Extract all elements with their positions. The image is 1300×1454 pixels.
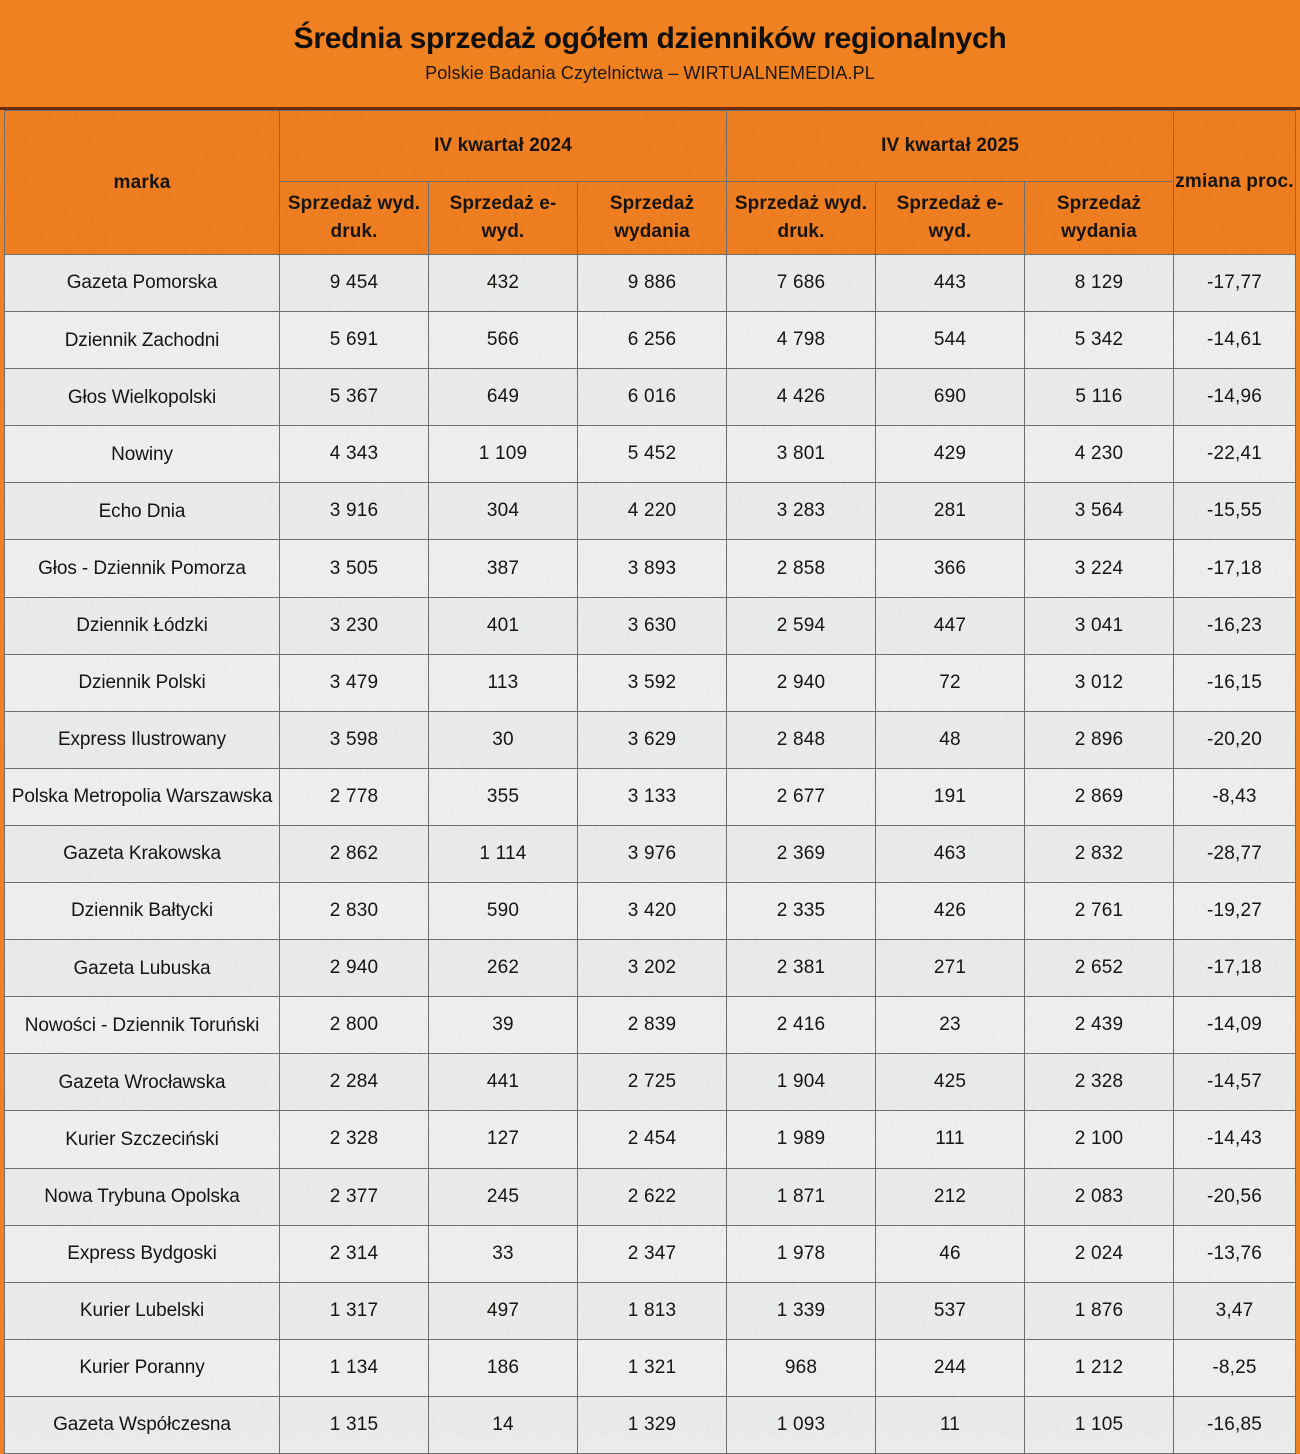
cell-2024-print: 1 315 <box>280 1396 429 1453</box>
cell-2024-total: 3 893 <box>578 540 727 597</box>
cell-2024-total: 1 329 <box>578 1396 727 1453</box>
cell-2025-print: 2 335 <box>727 883 876 940</box>
cell-change-percent: -16,85 <box>1174 1396 1296 1453</box>
cell-2024-print: 3 505 <box>280 540 429 597</box>
cell-2024-digital: 30 <box>429 711 578 768</box>
column-header-change: zmiana proc. <box>1174 111 1296 255</box>
cell-2025-print: 2 594 <box>727 597 876 654</box>
table-row <box>5 1111 1296 1168</box>
column-header-brand: marka <box>5 111 280 255</box>
cell-2024-print: 2 778 <box>280 768 429 825</box>
cell-2024-print: 3 916 <box>280 483 429 540</box>
cell-2024-print: 5 691 <box>280 312 429 369</box>
cell-2025-print: 1 904 <box>727 1054 876 1111</box>
table-row <box>5 540 1296 597</box>
cell-2025-total: 3 224 <box>1025 540 1174 597</box>
table-row <box>5 1225 1296 1282</box>
cell-2024-print: 2 284 <box>280 1054 429 1111</box>
cell-2025-total: 3 564 <box>1025 483 1174 540</box>
table-row <box>5 654 1296 711</box>
cell-change-percent: -20,56 <box>1174 1168 1296 1225</box>
cell-2024-print: 2 830 <box>280 883 429 940</box>
cell-2025-print: 2 858 <box>727 540 876 597</box>
cell-2025-digital: 447 <box>876 597 1025 654</box>
banner <box>0 0 1300 110</box>
cell-2024-digital: 387 <box>429 540 578 597</box>
table-row <box>5 369 1296 426</box>
cell-2024-digital: 566 <box>429 312 578 369</box>
cell-brand: Dziennik Bałtycki <box>5 883 280 940</box>
cell-brand: Głos - Dziennik Pomorza <box>5 540 280 597</box>
cell-2024-print: 2 940 <box>280 940 429 997</box>
cell-2025-digital: 11 <box>876 1396 1025 1453</box>
cell-2024-digital: 262 <box>429 940 578 997</box>
cell-brand: Polska Metropolia Warszawska <box>5 768 280 825</box>
cell-2024-print: 2 328 <box>280 1111 429 1168</box>
cell-2024-digital: 33 <box>429 1225 578 1282</box>
cell-change-percent: -14,43 <box>1174 1111 1296 1168</box>
cell-change-percent: -13,76 <box>1174 1225 1296 1282</box>
cell-2025-total: 1 212 <box>1025 1339 1174 1396</box>
cell-2024-digital: 1 114 <box>429 825 578 882</box>
cell-2025-digital: 271 <box>876 940 1025 997</box>
table-body <box>5 255 1296 1454</box>
table-row <box>5 825 1296 882</box>
cell-2025-print: 4 798 <box>727 312 876 369</box>
cell-2025-print: 2 677 <box>727 768 876 825</box>
cell-2025-digital: 46 <box>876 1225 1025 1282</box>
cell-brand: Gazeta Wrocławska <box>5 1054 280 1111</box>
table-row <box>5 1168 1296 1225</box>
cell-2025-total: 2 100 <box>1025 1111 1174 1168</box>
cell-2024-digital: 649 <box>429 369 578 426</box>
table-row <box>5 940 1296 997</box>
cell-2025-digital: 366 <box>876 540 1025 597</box>
cell-2024-total: 3 592 <box>578 654 727 711</box>
cell-2025-total: 2 439 <box>1025 997 1174 1054</box>
cell-2025-total: 2 896 <box>1025 711 1174 768</box>
table-row <box>5 768 1296 825</box>
cell-2025-digital: 463 <box>876 825 1025 882</box>
cell-brand: Kurier Poranny <box>5 1339 280 1396</box>
cell-2025-print: 1 989 <box>727 1111 876 1168</box>
column-group-2025: IV kwartał 2025 <box>727 111 1174 182</box>
page-subtitle: Polskie Badania Czytelnictwa – WIRTUALNEMEDIA.PL <box>425 63 875 84</box>
cell-2025-print: 1 871 <box>727 1168 876 1225</box>
cell-2025-print: 968 <box>727 1339 876 1396</box>
table-row <box>5 426 1296 483</box>
cell-2025-print: 2 848 <box>727 711 876 768</box>
cell-2024-total: 1 321 <box>578 1339 727 1396</box>
cell-change-percent: -17,77 <box>1174 255 1296 312</box>
table-row <box>5 1282 1296 1339</box>
cell-2024-total: 4 220 <box>578 483 727 540</box>
table-row <box>5 1054 1296 1111</box>
cell-2025-total: 3 041 <box>1025 597 1174 654</box>
cell-change-percent: -8,25 <box>1174 1339 1296 1396</box>
cell-2024-digital: 590 <box>429 883 578 940</box>
cell-2025-digital: 281 <box>876 483 1025 540</box>
cell-2024-total: 6 016 <box>578 369 727 426</box>
cell-2024-print: 2 314 <box>280 1225 429 1282</box>
column-group-2024: IV kwartał 2024 <box>280 111 727 182</box>
cell-change-percent: -16,15 <box>1174 654 1296 711</box>
cell-2024-digital: 1 109 <box>429 426 578 483</box>
cell-2024-print: 3 598 <box>280 711 429 768</box>
cell-brand: Nowa Trybuna Opolska <box>5 1168 280 1225</box>
cell-2024-total: 3 133 <box>578 768 727 825</box>
cell-2025-digital: 191 <box>876 768 1025 825</box>
cell-2025-digital: 544 <box>876 312 1025 369</box>
cell-2025-print: 4 426 <box>727 369 876 426</box>
cell-2024-print: 2 862 <box>280 825 429 882</box>
cell-2025-digital: 425 <box>876 1054 1025 1111</box>
cell-2024-digital: 441 <box>429 1054 578 1111</box>
cell-brand: Gazeta Pomorska <box>5 255 280 312</box>
cell-change-percent: -20,20 <box>1174 711 1296 768</box>
cell-change-percent: -14,57 <box>1174 1054 1296 1111</box>
cell-2025-digital: 429 <box>876 426 1025 483</box>
cell-brand: Dziennik Polski <box>5 654 280 711</box>
cell-2025-print: 3 283 <box>727 483 876 540</box>
cell-brand: Dziennik Zachodni <box>5 312 280 369</box>
cell-2025-total: 2 761 <box>1025 883 1174 940</box>
cell-2024-total: 6 256 <box>578 312 727 369</box>
cell-2024-digital: 127 <box>429 1111 578 1168</box>
cell-2024-digital: 497 <box>429 1282 578 1339</box>
cell-brand: Express Ilustrowany <box>5 711 280 768</box>
cell-2025-total: 2 832 <box>1025 825 1174 882</box>
table-row <box>5 255 1296 312</box>
cell-change-percent: -28,77 <box>1174 825 1296 882</box>
subcolumn-2024-print: Sprzedaż wyd. druk. <box>280 182 429 255</box>
cell-2025-digital: 72 <box>876 654 1025 711</box>
cell-brand: Dziennik Łódzki <box>5 597 280 654</box>
cell-2024-digital: 401 <box>429 597 578 654</box>
cell-change-percent: -8,43 <box>1174 768 1296 825</box>
cell-2025-digital: 426 <box>876 883 1025 940</box>
cell-2025-total: 1 105 <box>1025 1396 1174 1453</box>
cell-2025-total: 2 083 <box>1025 1168 1174 1225</box>
cell-2024-digital: 39 <box>429 997 578 1054</box>
cell-2025-print: 2 940 <box>727 654 876 711</box>
table-container <box>4 110 1296 1436</box>
cell-change-percent: 3,47 <box>1174 1282 1296 1339</box>
cell-brand: Gazeta Lubuska <box>5 940 280 997</box>
cell-2024-digital: 245 <box>429 1168 578 1225</box>
cell-2025-total: 3 012 <box>1025 654 1174 711</box>
cell-2024-total: 2 839 <box>578 997 727 1054</box>
table-head <box>5 111 1296 255</box>
cell-2024-total: 2 725 <box>578 1054 727 1111</box>
cell-2024-print: 4 343 <box>280 426 429 483</box>
cell-2024-total: 3 629 <box>578 711 727 768</box>
sales-table <box>4 110 1296 1454</box>
cell-brand: Nowiny <box>5 426 280 483</box>
cell-2024-digital: 14 <box>429 1396 578 1453</box>
cell-2025-total: 8 129 <box>1025 255 1174 312</box>
subcolumn-2024-total: Sprzedaż wydania <box>578 182 727 255</box>
cell-2024-print: 2 800 <box>280 997 429 1054</box>
cell-2024-print: 5 367 <box>280 369 429 426</box>
table-row <box>5 312 1296 369</box>
cell-2025-digital: 443 <box>876 255 1025 312</box>
cell-2025-print: 2 369 <box>727 825 876 882</box>
cell-2025-print: 3 801 <box>727 426 876 483</box>
subcolumn-2025-total: Sprzedaż wydania <box>1025 182 1174 255</box>
cell-change-percent: -14,61 <box>1174 312 1296 369</box>
cell-2025-total: 5 342 <box>1025 312 1174 369</box>
table-row <box>5 997 1296 1054</box>
cell-2025-total: 2 328 <box>1025 1054 1174 1111</box>
cell-2024-total: 3 630 <box>578 597 727 654</box>
cell-2024-digital: 432 <box>429 255 578 312</box>
cell-brand: Nowości - Dziennik Toruński <box>5 997 280 1054</box>
cell-2025-total: 1 876 <box>1025 1282 1174 1339</box>
cell-2024-total: 5 452 <box>578 426 727 483</box>
table-row <box>5 1339 1296 1396</box>
cell-change-percent: -19,27 <box>1174 883 1296 940</box>
table-row <box>5 597 1296 654</box>
cell-brand: Gazeta Krakowska <box>5 825 280 882</box>
cell-brand: Express Bydgoski <box>5 1225 280 1282</box>
page-title: Średnia sprzedaż ogółem dzienników regionalnych <box>293 21 1007 55</box>
cell-change-percent: -15,55 <box>1174 483 1296 540</box>
cell-2024-total: 3 420 <box>578 883 727 940</box>
cell-2025-total: 2 652 <box>1025 940 1174 997</box>
cell-2025-total: 2 869 <box>1025 768 1174 825</box>
cell-2025-digital: 111 <box>876 1111 1025 1168</box>
cell-2025-digital: 48 <box>876 711 1025 768</box>
cell-brand: Głos Wielkopolski <box>5 369 280 426</box>
cell-change-percent: -14,96 <box>1174 369 1296 426</box>
cell-change-percent: -17,18 <box>1174 540 1296 597</box>
cell-2024-print: 3 479 <box>280 654 429 711</box>
cell-2025-print: 1 339 <box>727 1282 876 1339</box>
subcolumn-2025-print: Sprzedaż wyd. druk. <box>727 182 876 255</box>
cell-2025-digital: 537 <box>876 1282 1025 1339</box>
header-row-groups <box>5 111 1296 182</box>
cell-brand: Echo Dnia <box>5 483 280 540</box>
subcolumn-2024-digital: Sprzedaż e-wyd. <box>429 182 578 255</box>
cell-brand: Kurier Lubelski <box>5 1282 280 1339</box>
cell-2024-digital: 355 <box>429 768 578 825</box>
cell-2025-print: 1 978 <box>727 1225 876 1282</box>
cell-2025-print: 2 416 <box>727 997 876 1054</box>
cell-2024-total: 3 202 <box>578 940 727 997</box>
cell-change-percent: -14,09 <box>1174 997 1296 1054</box>
cell-2024-print: 1 134 <box>280 1339 429 1396</box>
cell-2024-total: 2 454 <box>578 1111 727 1168</box>
cell-change-percent: -16,23 <box>1174 597 1296 654</box>
cell-2024-digital: 113 <box>429 654 578 711</box>
cell-2025-print: 7 686 <box>727 255 876 312</box>
cell-2025-total: 4 230 <box>1025 426 1174 483</box>
cell-brand: Kurier Szczeciński <box>5 1111 280 1168</box>
table-row <box>5 1396 1296 1453</box>
cell-change-percent: -17,18 <box>1174 940 1296 997</box>
cell-2025-total: 2 024 <box>1025 1225 1174 1282</box>
cell-2024-total: 2 622 <box>578 1168 727 1225</box>
table-row <box>5 483 1296 540</box>
cell-2024-print: 1 317 <box>280 1282 429 1339</box>
cell-2024-total: 2 347 <box>578 1225 727 1282</box>
cell-2025-print: 1 093 <box>727 1396 876 1453</box>
cell-2024-total: 1 813 <box>578 1282 727 1339</box>
cell-2024-digital: 186 <box>429 1339 578 1396</box>
cell-2024-print: 9 454 <box>280 255 429 312</box>
table-row <box>5 883 1296 940</box>
cell-2025-print: 2 381 <box>727 940 876 997</box>
cell-2024-total: 3 976 <box>578 825 727 882</box>
cell-brand: Gazeta Współczesna <box>5 1396 280 1453</box>
cell-2025-digital: 23 <box>876 997 1025 1054</box>
cell-2024-total: 9 886 <box>578 255 727 312</box>
subcolumn-2025-digital: Sprzedaż e-wyd. <box>876 182 1025 255</box>
cell-2024-digital: 304 <box>429 483 578 540</box>
table-row <box>5 711 1296 768</box>
cell-2025-digital: 690 <box>876 369 1025 426</box>
cell-2025-total: 5 116 <box>1025 369 1174 426</box>
cell-2024-print: 3 230 <box>280 597 429 654</box>
cell-2025-digital: 212 <box>876 1168 1025 1225</box>
cell-2024-print: 2 377 <box>280 1168 429 1225</box>
cell-change-percent: -22,41 <box>1174 426 1296 483</box>
cell-2025-digital: 244 <box>876 1339 1025 1396</box>
